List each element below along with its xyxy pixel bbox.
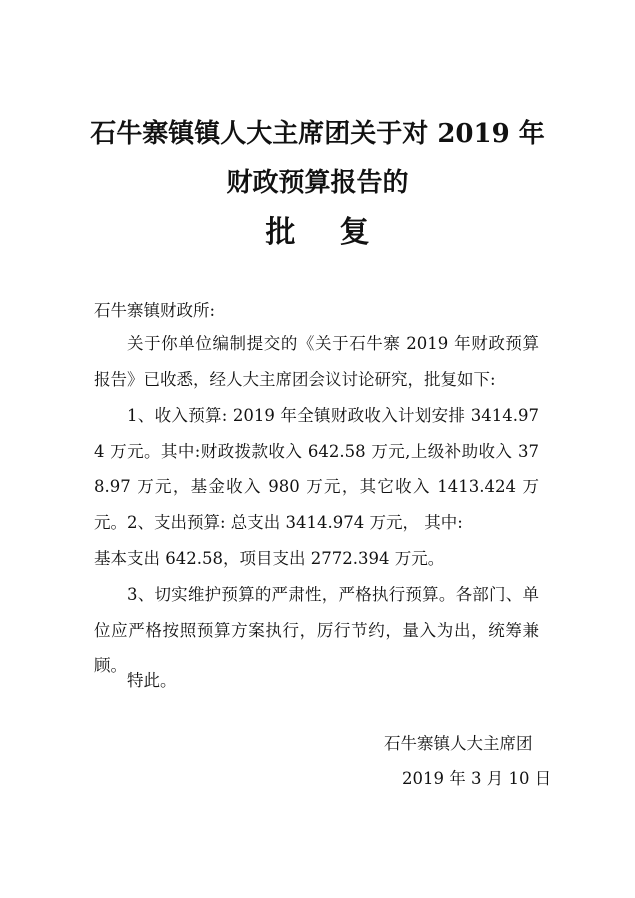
paragraph-expense-detail: 基本支出 642.58，项目支出 2772.394 万元。 [94,549,445,568]
title-char-fu: 复 [339,215,370,250]
signature-date: 2019 年 3 月 10 日 [402,769,552,788]
title-line-2: 财政预算报告的 [226,168,409,198]
paragraph-enforcement: 3、切实维护预算的严肃性，严格执行预算。各部门、单位应严格按照预算方案执行，厉行节约，量入为出，统筹兼顾。 [94,585,539,676]
title-char-pi: 批 [265,215,296,250]
title-line-1: 石牛寨镇镇人大主席团关于对 2019 年 [90,119,545,149]
closing-remark: 特此。 [127,671,177,690]
addressee: 石牛寨镇财政所: [94,301,216,320]
title-line-3 [0,214,635,252]
paragraph-intro: 关于你单位编制提交的《关于石牛寨 2019 年财政预算报告》已收悉，经人大主席团会议讨论研究，批复如下: [94,334,539,389]
paragraph-expense-budget: 2、支出预算: 总支出 3414.974 万元， 其中: [127,513,463,532]
paragraph-income-budget: 1、收入预算: 2019 年全镇财政收入计划安排 3414.974 万元。其中:财政拨款收入 642.58 万元,上级补助收入 378.97 万元，基金收入 980 万元，其它收入 1413.424 万元。 [94,406,539,533]
signature-organization: 石牛寨镇人大主席团 [384,734,533,753]
